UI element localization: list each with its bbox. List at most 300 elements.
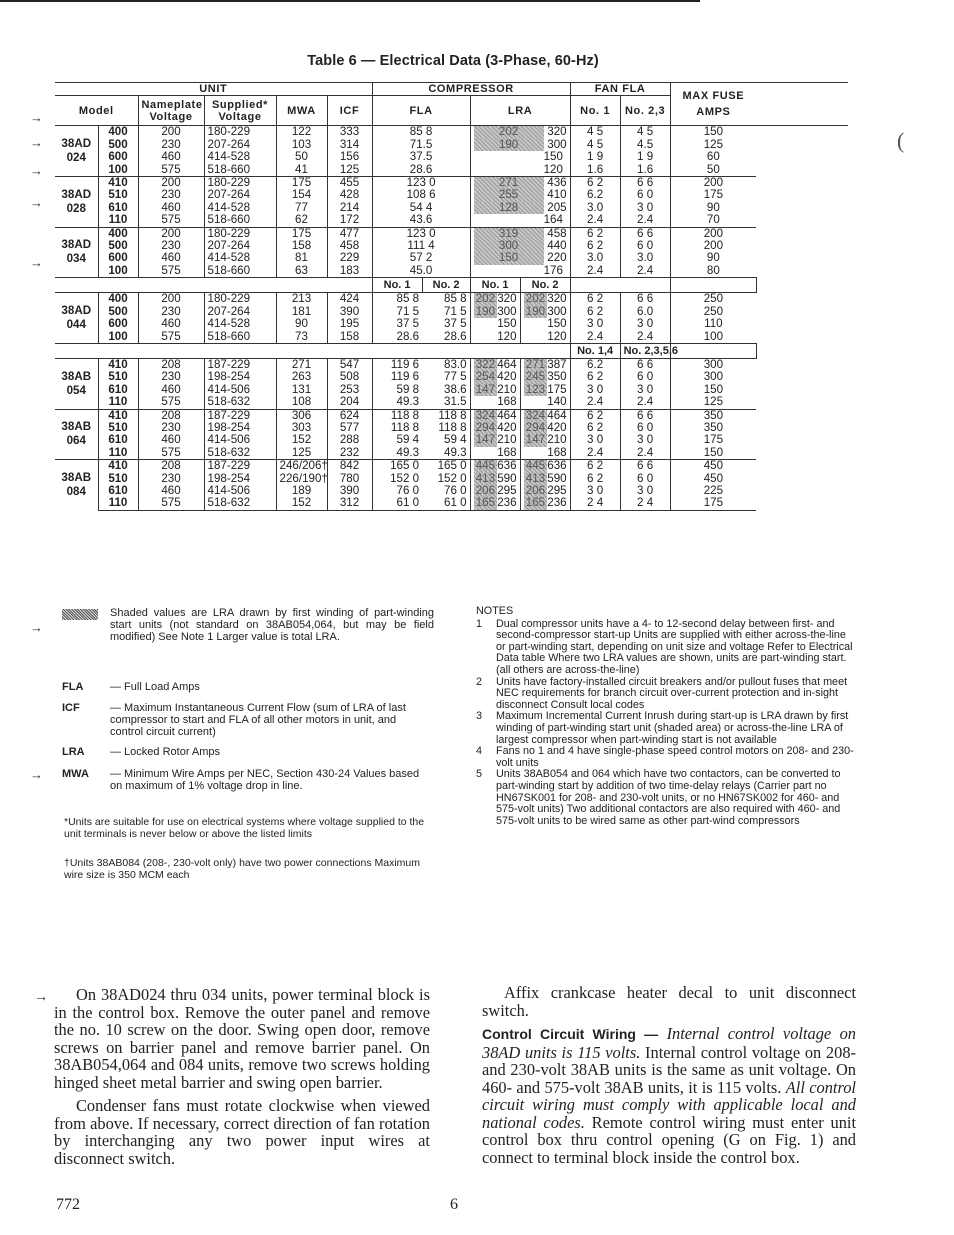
max-fuse: 250 (703, 304, 724, 318)
fan-fla-no23: 6.0 (620, 306, 670, 318)
fla-no1: 118 8 (390, 420, 420, 434)
icf-value: 424 (327, 293, 372, 306)
fla-no1: 118 8 (372, 409, 422, 422)
supplied-voltage: 198-254 (204, 473, 276, 485)
lra-cell (470, 396, 520, 409)
supplied-voltage: 198-254 (204, 371, 276, 383)
section-heading: Control Circuit Wiring — (482, 1026, 659, 1042)
change-arrow-body: → (34, 988, 48, 1004)
lra-total-value: 220 (547, 251, 567, 265)
supplied-voltage: 180-229 (204, 177, 276, 190)
lra-total-value: 150 (547, 317, 567, 331)
sub-header-lra-no2: No. 2 (520, 278, 570, 293)
unit-suffix: 600 (98, 151, 138, 163)
nameplate-voltage: 460 (138, 202, 204, 214)
lra-shaded-value: 190 (474, 306, 498, 318)
lra-shaded-value: 202 (474, 126, 544, 138)
header-fla: FLA (372, 96, 470, 126)
abbr-term: ICF (62, 702, 80, 714)
max-fuse: 50 (706, 162, 720, 176)
sub-header-lra-no1: No. 1 (470, 278, 520, 293)
note-5 (476, 769, 854, 827)
supplied-voltage: 518-632 (204, 447, 276, 460)
lra-cell (470, 331, 520, 344)
lra-shaded-value: 123 (524, 384, 548, 396)
lra-cell (520, 318, 570, 330)
icf-value: 312 (327, 497, 372, 510)
model-line: 38AD (61, 187, 92, 201)
lra-total-value: 140 (547, 395, 567, 409)
supplied-voltage: 518-632 (204, 497, 276, 510)
note-text: Units have factory-installed circuit breakers and/or pullout fuses that meet NEC requirements for branch circuit over-current protection and in-sight disconnect Consult local codes (496, 675, 848, 711)
fla-no1: 37 5 (396, 317, 420, 331)
note-4 (476, 746, 854, 769)
lra-shaded-value: 445 (524, 460, 548, 472)
icf-value: 204 (327, 396, 372, 409)
icf-value: 253 (327, 384, 372, 396)
lra-shaded-value: 206 (524, 485, 548, 497)
lra-shaded-value: 413 (524, 473, 548, 485)
fla-no1: 71 5 (396, 304, 420, 318)
lra-cell (470, 214, 570, 227)
fan-fla-no1: 2.4 (570, 331, 620, 344)
lra-total-value: 210 (547, 433, 567, 447)
lra-cell (470, 265, 570, 278)
change-arrow-024b: → (30, 163, 43, 178)
nameplate-voltage: 230 (138, 422, 204, 434)
mwa-value: 81 (276, 252, 327, 264)
nameplate-voltage: 230 (138, 473, 204, 485)
max-fuse: 300 (703, 370, 724, 384)
fan-fla-no1: 3.0 (570, 202, 620, 214)
lra-cell (470, 126, 570, 139)
header-fan-no1: No. 1 (570, 96, 620, 126)
abbr-term: FLA (62, 681, 84, 693)
max-fuse: 70 (706, 213, 720, 227)
max-fuse: 150 (670, 126, 756, 139)
body-left-column (54, 986, 430, 1173)
margin-mark: ( (897, 128, 905, 153)
fla-value: 45.0 (372, 265, 470, 278)
supplied-voltage: 414-506 (204, 384, 276, 396)
max-fuse: 450 (670, 460, 756, 473)
fan-fla-no23: 2 4 (620, 497, 670, 510)
icf-value: 455 (327, 177, 372, 190)
max-fuse: 300 (670, 358, 756, 371)
note-number: 4 (476, 745, 483, 758)
note-3 (476, 711, 854, 746)
fan-fla-no1: 3 0 (570, 384, 620, 396)
supplied-voltage: 414-506 (204, 485, 276, 497)
change-arrow-024: → (30, 135, 43, 150)
table-row (55, 460, 848, 473)
lra-shaded-value: 202 (474, 293, 498, 305)
max-fuse: 100 (703, 329, 724, 343)
max-fuse: 200 (703, 239, 724, 253)
fan-fla-no23: 2.4 (620, 214, 670, 227)
lra-total-value: 168 (497, 395, 517, 409)
lra-total-value: 410 (547, 188, 567, 202)
lra-total-value: 464 (497, 408, 517, 422)
model-line: 38AB (61, 471, 92, 485)
body-right-column (482, 984, 856, 1172)
mwa-value: 306 (276, 409, 327, 422)
lra-cell (470, 293, 520, 306)
max-fuse: 350 (703, 420, 724, 434)
lra-total-value: 175 (547, 382, 567, 396)
lra-shaded-value: 322 (474, 359, 498, 371)
fan-fla-no23: 4 5 (620, 126, 670, 139)
unit-suffix: 110 (98, 447, 138, 460)
lra-total-value: 210 (497, 382, 517, 396)
fla-no2: 71 5 (422, 306, 470, 318)
fan-fla-no1: 6 2 (570, 409, 620, 422)
icf-value: 624 (327, 409, 372, 422)
fan-fla-no1: 6 2 (570, 293, 620, 306)
icf-value: 214 (327, 202, 372, 214)
nameplate-voltage: 208 (138, 358, 204, 371)
lra-shaded-value: 190 (524, 306, 548, 318)
italic-text: Internal control voltage on 38AD units is 115 volts. (482, 1024, 856, 1062)
nameplate-voltage: 230 (138, 306, 204, 318)
fan-fla-no23: 1.6 (620, 164, 670, 177)
electrical-data-table (55, 82, 848, 511)
fan-fla-no23: 2.4 (620, 447, 670, 460)
nameplate-voltage: 460 (138, 151, 204, 163)
model-cell (55, 227, 98, 278)
nameplate-voltage: 575 (138, 396, 204, 409)
nameplate-voltage: 208 (138, 409, 204, 422)
lra-total-value: 120 (543, 162, 563, 176)
fla-no2: 61 0 (422, 497, 470, 510)
lra-total-value: 590 (547, 471, 567, 485)
unit-suffix: 610 (98, 485, 138, 497)
header-fan-fla: FAN FLA (570, 83, 670, 96)
fla-no2: 83.0 (422, 358, 470, 371)
footnote-dagger: †Units 38AB084 (208-, 230-volt only) have two power connections Maximum wire size is 350 MCM each (64, 857, 421, 881)
lra-total-value: 300 (547, 137, 567, 151)
header-icf: ICF (327, 96, 372, 126)
unit-suffix: 110 (98, 214, 138, 227)
fan-fla-no1: 2.4 (570, 396, 620, 409)
supplied-voltage: 518-660 (204, 214, 276, 227)
lra-shaded-value: 190 (474, 139, 544, 151)
icf-value: 195 (327, 318, 372, 330)
sub-header-row (55, 343, 848, 358)
unit-suffix: 400 (98, 227, 138, 240)
max-fuse: 150 (703, 382, 724, 396)
icf-value: 158 (327, 331, 372, 344)
abbr-def: — Minimum Wire Amps per NEC, Section 430-24 Values based on maximum of 1% voltage drop in line. (110, 768, 420, 792)
fan-fla-no1: 3 0 (570, 318, 620, 330)
fan-fla-no1: 3.0 (570, 252, 620, 264)
lra-cell (470, 434, 520, 446)
fla-value: 123 0 (372, 227, 470, 240)
mwa-value: 77 (276, 202, 327, 214)
fla-value: 71.5 (372, 139, 470, 151)
max-fuse: 175 (703, 188, 724, 202)
fan-fla-no1: 2.4 (570, 265, 620, 278)
fan-fla-no1: 4 5 (570, 126, 620, 139)
fla-no2: 77 5 (422, 371, 470, 383)
supplied-voltage: 180-229 (204, 293, 276, 306)
lra-cell (520, 331, 570, 344)
supplied-voltage: 207-264 (204, 189, 276, 201)
icf-value: 288 (327, 434, 372, 446)
italic-text: All control circuit wiring must comply with applicable local and national codes. (482, 1077, 856, 1132)
unit-suffix: 100 (98, 331, 138, 344)
unit-suffix: 100 (98, 164, 138, 177)
icf-value: 390 (327, 306, 372, 318)
fan-fla-no23: 2.4 (620, 265, 670, 278)
abbr-icf (62, 702, 442, 738)
model-line: 38AD (61, 137, 92, 151)
header-nameplate: Nameplate Voltage (138, 96, 204, 126)
supplied-voltage: 187-229 (204, 409, 276, 422)
change-arrow-header: → (30, 110, 43, 125)
supplied-voltage: 207-264 (204, 139, 276, 151)
note-number: 5 (476, 768, 483, 781)
unit-suffix: 400 (98, 293, 138, 306)
max-fuse: 450 (703, 471, 724, 485)
fla-value: 111 4 (372, 240, 470, 252)
notes-header: NOTES (476, 605, 514, 617)
unit-suffix: 510 (98, 371, 138, 383)
body-paragraph: On 38AD024 thru 034 units, power terminal block is in the control box. Remove the outer panel and remove the no. 10 screw on the door. Swing open door, remove screws on barrier panel and remove barrier panel. On 38AB054,064 and 084 units, remove two screws holding hinged sheet metal barrier and swing open barrier. (54, 985, 430, 1092)
header-fan-no23: No. 2,3 (620, 96, 670, 126)
lra-cell (520, 396, 570, 409)
table-row (55, 434, 848, 446)
fla-no1: 28.6 (396, 329, 420, 343)
model-line: 024 (66, 151, 86, 165)
unit-suffix: 410 (98, 460, 138, 473)
unit-suffix: 500 (98, 139, 138, 151)
fan-fla-no1: 1 9 (570, 151, 620, 163)
table-row (55, 409, 848, 422)
lra-total-value: 464 (547, 408, 567, 422)
fla-value: 57 2 (372, 252, 470, 264)
nameplate-voltage: 460 (138, 252, 204, 264)
model-line: 38AB (61, 369, 92, 383)
fan-fla-no1: 6.2 (570, 189, 620, 201)
lra-total-value: 236 (547, 496, 567, 510)
fla-value: 85 8 (372, 126, 470, 139)
fla-no2: 152 0 (422, 473, 470, 485)
note-text: Maximum Incremental Current Inrush during start-up is LRA drawn by first winding of part-winding start unit (shaded area) or across-the-line LRA of largest compressor when part-winding start is not available (496, 710, 849, 746)
abbr-def: — Maximum Instantaneous Current Flow (sum of LRA of last compressor to start and FLA of all other motors in unit, and control circuit current) (110, 702, 406, 738)
lra-total-value: 636 (547, 459, 567, 473)
fan-fla-no1: 2.4 (570, 214, 620, 227)
icf-value: 780 (327, 473, 372, 485)
icf-value: 390 (327, 485, 372, 497)
doc-number: 772 (56, 1196, 80, 1213)
fla-no1: 85 8 (372, 293, 422, 306)
mwa-value: 154 (276, 189, 327, 201)
nameplate-voltage: 230 (138, 189, 204, 201)
lra-total-value: 300 (547, 304, 567, 318)
fan-fla-no1: 6 2 (570, 460, 620, 473)
fan-fla-no1: 6.2 (570, 358, 620, 371)
lra-shaded-value: 128 (474, 202, 544, 214)
supplied-voltage: 207-264 (204, 240, 276, 252)
sub-header-blank (670, 343, 756, 358)
fla-no2: 37 5 (422, 318, 470, 330)
lra-total-value: 420 (497, 370, 517, 384)
header-mwa: MWA (276, 96, 327, 126)
unit-suffix: 500 (98, 306, 138, 318)
icf-value: 314 (327, 139, 372, 151)
nameplate-voltage: 575 (138, 164, 204, 177)
max-fuse: 125 (703, 137, 724, 151)
model-line: 084 (66, 485, 86, 499)
lra-cell (470, 447, 520, 460)
supplied-voltage: 518-660 (204, 265, 276, 278)
unit-suffix: 110 (98, 497, 138, 510)
model-cell (55, 460, 98, 511)
lra-shaded-value: 413 (474, 473, 498, 485)
fla-no2: 118 8 (422, 422, 470, 434)
fan-fla-no1: 1.6 (570, 164, 620, 177)
sub-header-fan-no14: No. 1,4 (570, 343, 620, 358)
fan-fla-no23: 6 0 (620, 240, 670, 252)
fla-no2: 59 4 (422, 434, 470, 446)
lra-shaded-value: 294 (524, 422, 548, 434)
table-title: Table 6 — Electrical Data (3-Phase, 60-Hz) (307, 53, 599, 69)
mwa-value: 108 (276, 396, 327, 409)
page-number: 6 (450, 1196, 458, 1213)
model-cell (55, 358, 98, 409)
max-fuse: 90 (706, 251, 720, 265)
sub-header-blank (55, 343, 570, 358)
max-fuse: 200 (670, 227, 756, 240)
mwa-value: 152 (276, 497, 327, 510)
lra-shaded-value: 245 (524, 371, 548, 383)
model-line: 38AB (61, 420, 92, 434)
lra-shaded-value: 319 (474, 228, 544, 240)
mwa-value: 62 (276, 214, 327, 227)
model-line: 054 (66, 383, 86, 397)
icf-value: 577 (327, 422, 372, 434)
lra-total-value: 420 (547, 420, 567, 434)
lra-total-value: 176 (543, 263, 563, 277)
table-row (55, 164, 848, 177)
icf-value: 183 (327, 265, 372, 278)
lra-shaded-value: 271 (524, 359, 548, 371)
mwa-value: 63 (276, 265, 327, 278)
unit-suffix: 610 (98, 384, 138, 396)
fan-fla-no23: 3 0 (620, 384, 670, 396)
fla-value: 123 0 (372, 177, 470, 190)
nameplate-voltage: 200 (138, 227, 204, 240)
mwa-value: 181 (276, 306, 327, 318)
fan-fla-no23: 6 6 (620, 460, 670, 473)
fla-no1: 119 6 (372, 358, 422, 371)
lra-cell (520, 460, 570, 473)
header-supplied: Supplied* Voltage (204, 96, 276, 126)
fla-no1: 59 4 (396, 433, 420, 447)
abbr-term: MWA (62, 768, 89, 780)
table-row (55, 265, 848, 278)
table-row (55, 293, 848, 306)
fan-fla-no1: 4 5 (570, 139, 620, 151)
fan-fla-no23: 4.5 (620, 139, 670, 151)
mwa-value: 213 (276, 293, 327, 306)
fan-fla-no23: 6 0 (620, 189, 670, 201)
fan-fla-no23: 1 9 (620, 151, 670, 163)
table-row (55, 497, 848, 510)
fan-fla-no23: 3 0 (620, 434, 670, 446)
header-model: Model (55, 96, 138, 126)
lra-cell (470, 409, 520, 422)
unit-suffix: 410 (98, 409, 138, 422)
fan-fla-no23: 6 0 (620, 473, 670, 485)
fan-fla-no1: 2.4 (570, 447, 620, 460)
table-row (55, 331, 848, 344)
icf-value: 172 (327, 214, 372, 227)
abbr-fla (62, 681, 442, 693)
body-paragraph: Condenser fans must rotate clockwise when viewed from above. If necessary, correct direction of fan rotation by interchanging any two power input wires at disconnect switch. (54, 1096, 430, 1168)
lra-cell (520, 409, 570, 422)
lra-cell (470, 460, 520, 473)
fla-value: 43.6 (372, 214, 470, 227)
icf-value: 477 (327, 227, 372, 240)
mwa-value: 158 (276, 240, 327, 252)
unit-suffix: 400 (98, 126, 138, 139)
supplied-voltage: 518-660 (204, 164, 276, 177)
max-fuse: 175 (670, 497, 756, 510)
fla-no2: 85 8 (422, 293, 470, 306)
lra-total-value: 300 (497, 304, 517, 318)
fla-no2: 38.6 (422, 384, 470, 396)
lra-cell (520, 293, 570, 306)
table-row (55, 214, 848, 227)
fla-no1: 76 0 (396, 483, 420, 497)
nameplate-voltage: 460 (138, 384, 204, 396)
sub-header-fan-no2356: No. 2,3,5,6 (620, 343, 670, 358)
lra-shaded-value: 324 (474, 410, 498, 422)
lra-total-value: 168 (547, 445, 567, 459)
icf-value: 333 (327, 126, 372, 139)
fla-no2: 165 0 (422, 460, 470, 473)
nameplate-voltage: 575 (138, 214, 204, 227)
icf-value: 125 (327, 164, 372, 177)
lra-shaded-value: 206 (474, 485, 498, 497)
unit-suffix: 110 (98, 396, 138, 409)
supplied-voltage: 414-506 (204, 434, 276, 446)
model-line: 38AD (61, 238, 92, 252)
max-fuse: 80 (706, 263, 720, 277)
table-row (55, 252, 848, 264)
sub-header-row (55, 278, 848, 293)
model-cell (55, 293, 98, 344)
fan-fla-no1: 3 0 (570, 485, 620, 497)
abbr-term: LRA (62, 746, 85, 758)
max-fuse: 350 (670, 409, 756, 422)
supplied-voltage: 180-229 (204, 227, 276, 240)
top-rule (0, 0, 700, 2)
sub-header-blank (55, 278, 372, 293)
fla-no2: 118 8 (422, 409, 470, 422)
mwa-value: 175 (276, 227, 327, 240)
lra-total-value: 590 (497, 471, 517, 485)
max-fuse: 125 (703, 395, 724, 409)
lra-cell (470, 189, 570, 201)
model-line: 028 (66, 201, 86, 215)
lra-total-value: 387 (547, 357, 567, 371)
header-max-fuse: MAX FUSE AMPS (670, 83, 756, 126)
mwa-value: 90 (276, 318, 327, 330)
fan-fla-no23: 6 6 (620, 409, 670, 422)
